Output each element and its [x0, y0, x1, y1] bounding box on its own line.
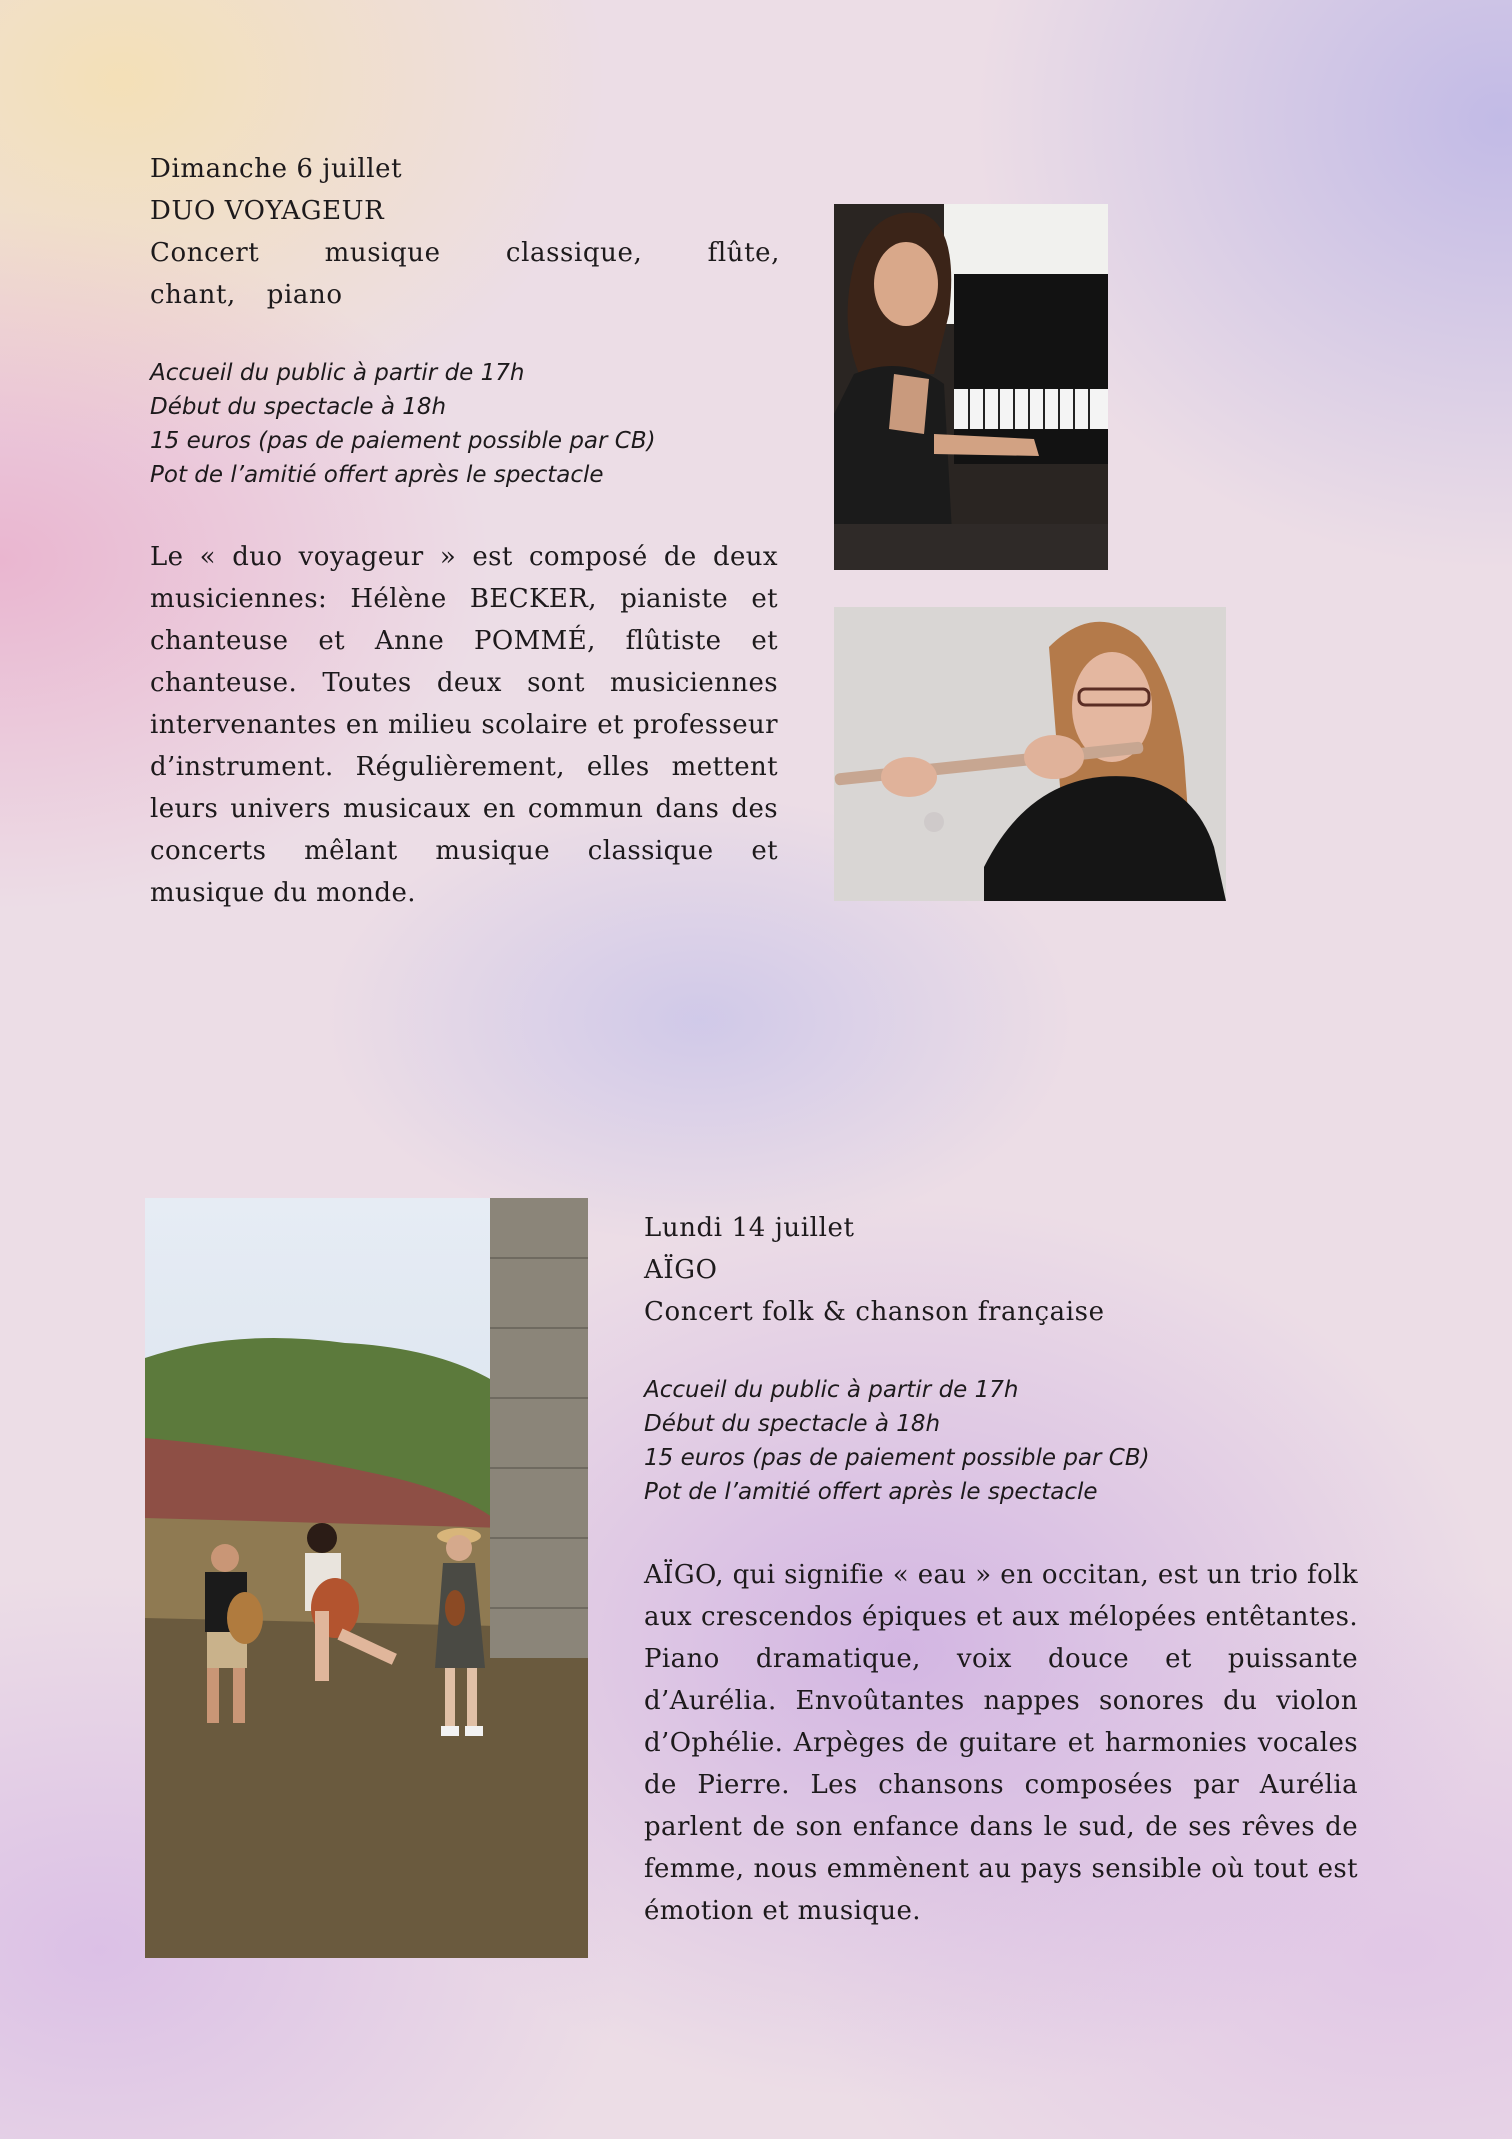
event1-info-drinks: Pot de l’amitié offert après le spectacle: [150, 462, 604, 488]
event1-info-reception: Accueil du public à partir de 17h: [150, 360, 525, 386]
event2-info-reception: Accueil du public à partir de 17h: [644, 1377, 1019, 1403]
event2-description: AÏGO, qui signifie « eau » en occitan, est un trio folk aux crescendos épiques et aux mélopées entêtantes. Piano dramatique, voix douce et puissante d’Aurélia. Envoûtantes nappes sonores du violon d’Ophélie. Arpèges de guitare et harmonies vocales de Pierre. Les chansons composées par Aurélia parlent de son enfance dans le sud, de ses rêves de femme, nous emmènent au pays sensible où tout est émotion et musique.: [644, 1560, 1358, 1926]
event2-name: AÏGO: [644, 1255, 718, 1285]
event1-name: DUO VOYAGEUR: [150, 196, 385, 226]
event2-genre: Concert folk & chanson française: [644, 1297, 1105, 1327]
event1-header: [150, 148, 780, 316]
event1-genre: Concert musique classique, flûte, chant, piano: [150, 238, 780, 310]
pianist-photo: [834, 204, 1108, 570]
event2-info-drinks: Pot de l’amitié offert après le spectacle: [644, 1479, 1098, 1505]
event1-info-price: 15 euros (pas de paiement possible par CB): [150, 428, 656, 454]
event1-date: Dimanche 6 juillet: [150, 154, 403, 184]
event2-date: Lundi 14 juillet: [644, 1213, 855, 1243]
aigo-trio-photo: [145, 1198, 588, 1958]
event1-description: Le « duo voyageur » est composé de deux musiciennes: Hélène BECKER, pianiste et chanteuse et Anne POMMÉ, flûtiste et chanteuse. Toutes deux sont musiciennes intervenantes en milieu scolaire et professeur d’instrument. Régulièrement, elles mettent leurs univers musicaux en commun dans des concerts mêlant musique classique et musique du monde.: [150, 542, 778, 908]
event1-info-start: Début du spectacle à 18h: [150, 394, 447, 420]
flutist-photo: [834, 607, 1226, 901]
event2-info-price: 15 euros (pas de paiement possible par CB): [644, 1445, 1150, 1471]
event2-info-start: Début du spectacle à 18h: [644, 1411, 941, 1437]
event1-info: [150, 356, 656, 492]
event2-info: [644, 1373, 1150, 1509]
event2-header: [644, 1207, 1364, 1333]
